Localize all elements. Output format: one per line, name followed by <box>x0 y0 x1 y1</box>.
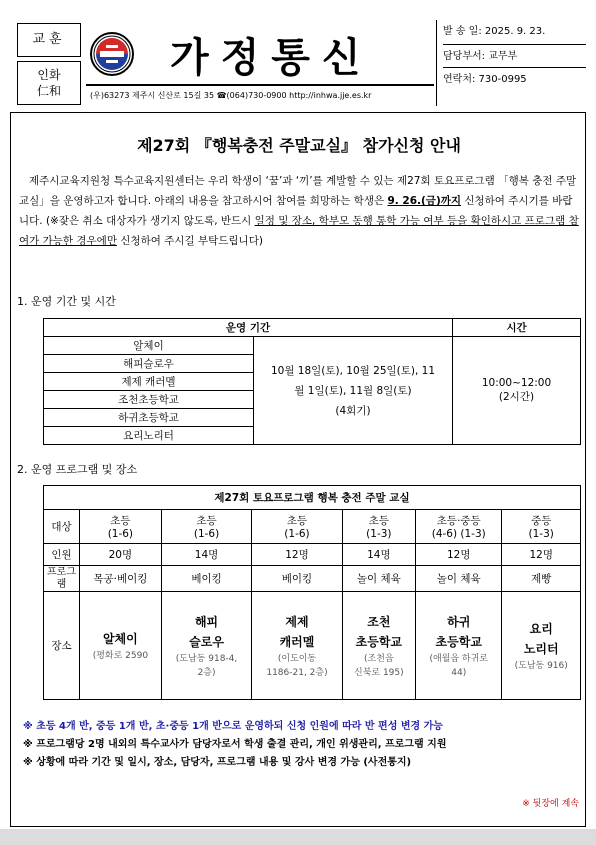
place-3-name2: 초등학교 <box>355 634 403 649</box>
program-3: 놀이 체육 <box>342 566 415 592</box>
send-info <box>436 20 586 106</box>
note-teachers: ※ 프로그램당 2명 내외의 특수교사가 담당자로서 학생 출결 관리, 개인 위생관리, 프로그램 지원 <box>23 739 447 750</box>
intro-paragraph <box>19 171 579 251</box>
program-1: 베이킹 <box>161 566 252 592</box>
school-address: (우)63273 제주시 신산로 15길 35 ☎(064)730-0900 http://inhwa.jje.es.kr <box>90 91 372 100</box>
target-4 <box>416 510 502 544</box>
intro-text-b: 신청하여 주시기를 바랍니다. (※잦은 취소 대상자가 생기지 않도록, 반드시 <box>19 195 573 227</box>
place-4 <box>416 592 502 700</box>
note-changes: ※ 상황에 따라 기간 및 일시, 장소, 담당자, 프로그램 내용 및 강사 변경 가능 (사전통지) <box>23 757 412 768</box>
place-2 <box>252 592 342 700</box>
row-label-program: 프로그램 <box>44 566 80 592</box>
target-4-level: 초등·중등 <box>436 515 481 527</box>
target-1-grade: (1-6) <box>193 528 220 540</box>
location-2: 제제 캐러멜 <box>44 373 254 391</box>
target-3-grade: (1-3) <box>366 528 392 540</box>
place-0 <box>80 592 162 700</box>
target-0-grade: (1-6) <box>107 528 134 540</box>
place-5-addr: (도남동 916) <box>514 660 568 671</box>
target-3-level: 초등 <box>368 515 389 527</box>
section1-heading: 1. 운영 기간 및 시간 <box>17 295 116 308</box>
continue-note: ※ 뒷장에 계속 <box>522 799 579 809</box>
location-4: 하귀초등학교 <box>44 409 254 427</box>
place-5-name2: 노리터 <box>523 641 559 656</box>
program-table <box>43 485 581 700</box>
place-0-name: 알체이 <box>102 631 138 646</box>
place-2-name: 제제 <box>285 614 309 629</box>
target-2-grade: (1-6) <box>284 528 310 540</box>
intro-text-d: 신청하여 주시길 부탁드립니다) <box>116 235 263 247</box>
intro-text-a: 제주시교육지원청 특수교육지원센터는 우리 학생이 ‘꿈’과 ‘끼’를 계발할 수 있는 제27회 토요프로그램 「행복 충전 주말 교실」을 운영하고자 합니다. 아래의 내용을 참고하시어 참여를 희망하는 학생은 <box>19 175 577 207</box>
school-logo-icon <box>90 32 134 76</box>
program-5: 제빵 <box>502 566 581 592</box>
target-2-level: 초등 <box>286 515 308 527</box>
motto-korean: 인화 <box>37 68 61 82</box>
place-5-name: 요리 <box>529 621 553 636</box>
location-0: 알체이 <box>44 337 254 355</box>
col-period: 운영 기간 <box>44 319 453 337</box>
place-1-name: 해피 <box>194 614 219 629</box>
place-3-name: 조천 <box>367 614 391 629</box>
location-3: 조천초등학교 <box>44 391 254 409</box>
section2-heading: 2. 운영 프로그램 및 장소 <box>17 463 138 476</box>
notes <box>23 718 583 772</box>
newsletter-title: 가정통신 <box>170 35 373 81</box>
place-5 <box>502 592 581 700</box>
target-5 <box>502 510 581 544</box>
row-label-people: 인원 <box>44 544 80 566</box>
place-1 <box>161 592 252 700</box>
letterhead <box>10 20 586 106</box>
target-1-level: 초등 <box>196 515 217 527</box>
target-5-grade: (1-3) <box>528 528 554 540</box>
motto-hanja: 仁和 <box>36 84 61 98</box>
place-1-addr2: 2층) <box>197 667 216 678</box>
target-5-level: 중등 <box>531 515 552 527</box>
target-3 <box>342 510 415 544</box>
place-4-name: 하귀 <box>447 614 471 629</box>
schedule-table <box>43 318 581 445</box>
place-4-name2: 초등학교 <box>435 634 482 649</box>
document-title: 제27회 『행복충전 주말교실』 참가신청 안내 <box>137 136 461 155</box>
time-line2: (2시간) <box>498 391 535 403</box>
operating-dates <box>254 337 453 445</box>
dates-line2: 월 1일(토), 11월 8일(토) <box>294 384 412 397</box>
dates-line3: (4회기) <box>335 404 371 417</box>
intro-deadline: 9. 26.(금)까지 <box>387 195 462 207</box>
operating-time <box>453 337 581 445</box>
target-0 <box>80 510 162 544</box>
place-4-addr2: 44) <box>451 667 467 678</box>
school-motto-box <box>17 23 81 107</box>
place-3-addr2: 신북로 195) <box>354 667 404 678</box>
target-2 <box>252 510 342 544</box>
target-4-grade: (4-6) (1-3) <box>431 528 486 540</box>
location-5: 요리노리터 <box>44 427 254 445</box>
time-line1: 10:00~12:00 <box>481 377 552 389</box>
people-4: 12명 <box>416 544 502 566</box>
place-3-addr: (조천읍 <box>364 653 394 664</box>
motto-text <box>17 61 81 105</box>
place-0-addr: (평화로 2590 <box>92 650 149 661</box>
program-caption: 제27회 토요프로그램 행복 충전 주말 교실 <box>44 486 581 510</box>
col-time: 시간 <box>453 319 581 337</box>
location-1: 해피슬로우 <box>44 355 254 373</box>
bottom-bar <box>0 829 596 845</box>
content-frame <box>10 112 586 827</box>
place-1-name2: 슬로우 <box>189 634 224 649</box>
department: 담당부서: 교무부 <box>443 44 586 68</box>
program-4: 놀이 체육 <box>416 566 502 592</box>
program-0: 목공·베이킹 <box>80 566 162 592</box>
motto-label: 교훈 <box>17 23 81 57</box>
place-2-addr2: 1186-21, 2층) <box>266 667 328 678</box>
contact-number: 연락처: 730-0995 <box>443 74 527 85</box>
program-2: 베이킹 <box>252 566 342 592</box>
people-3: 14명 <box>342 544 415 566</box>
intro-condition: 일정 및 장소, 학부모 동행 통학 가능 여부 등을 확인하시고 프로그램 참여가 가능한 경우에만 <box>19 215 579 247</box>
target-0-level: 초등 <box>110 515 131 527</box>
dates-line1: 10월 18일(토), 10월 25일(토), 11 <box>270 364 436 377</box>
row-label-target: 대상 <box>44 510 80 544</box>
row-label-place: 장소 <box>44 592 80 700</box>
people-2: 12명 <box>252 544 342 566</box>
note-class-composition: ※ 초등 4개 반, 중등 1개 반, 초·중등 1개 반으로 운영하되 신청 인원에 따라 반 편성 변경 가능 <box>23 721 443 732</box>
place-2-name2: 캐러멜 <box>279 634 315 649</box>
place-1-addr: (도남동 918-4, <box>175 653 238 664</box>
header-divider <box>86 84 434 86</box>
place-3 <box>342 592 415 700</box>
people-5: 12명 <box>502 544 581 566</box>
send-date: 발 송 일: 2025. 9. 23. <box>443 26 546 37</box>
people-1: 14명 <box>161 544 252 566</box>
target-1 <box>161 510 252 544</box>
place-2-addr: (이도이동 <box>277 653 317 664</box>
people-0: 20명 <box>80 544 162 566</box>
place-4-addr: (애월읍 하귀로 <box>429 653 489 664</box>
